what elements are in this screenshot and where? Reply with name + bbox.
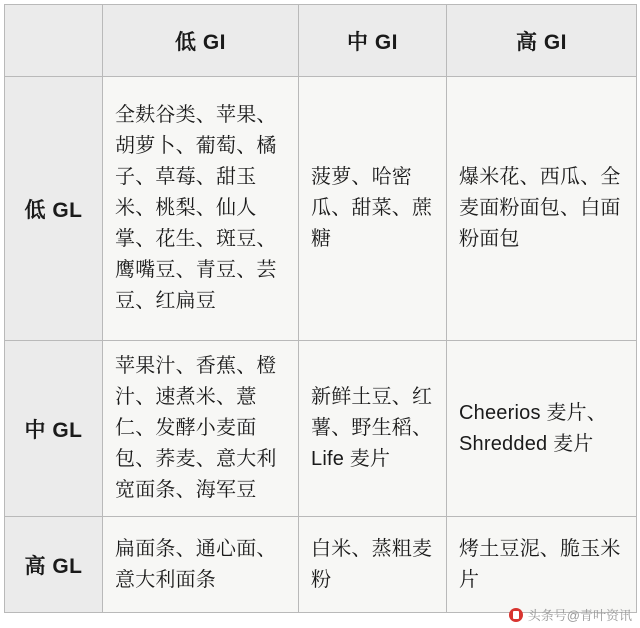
table-row	[5, 517, 637, 613]
cell-high-gl-medium-gi: 白米、蒸粗麦粉	[299, 517, 447, 613]
table-corner-cell	[5, 5, 103, 77]
cell-medium-gl-medium-gi: 新鲜土豆、红薯、野生稻、Life 麦片	[299, 341, 447, 517]
cell-low-gl-high-gi: 爆米花、西瓜、全麦面粉面包、白面粉面包	[447, 77, 637, 341]
table-header	[5, 5, 637, 77]
watermark-text: 头条号@青叶资讯	[527, 608, 632, 623]
cell-medium-gl-low-gi: 苹果汁、香蕉、橙汁、速煮米、薏仁、发酵小麦面包、荞麦、意大利宽面条、海军豆	[103, 341, 299, 517]
glycemic-index-table	[4, 4, 637, 613]
watermark	[509, 605, 632, 624]
cell-high-gl-high-gi: 烤土豆泥、脆玉米片	[447, 517, 637, 613]
table-body	[5, 77, 637, 613]
row-header-medium-gl: 中 GL	[5, 341, 103, 517]
header-row	[5, 5, 637, 77]
column-header-high-gi: 高 GI	[447, 5, 637, 77]
table-row	[5, 77, 637, 341]
cell-low-gl-low-gi: 全麸谷类、苹果、胡萝卜、葡萄、橘子、草莓、甜玉米、桃梨、仙人掌、花生、斑豆、鹰嘴豆、青豆、芸豆、红扁豆	[103, 77, 299, 341]
row-header-low-gl: 低 GL	[5, 77, 103, 341]
toutiao-logo-icon	[509, 608, 523, 622]
column-header-medium-gi: 中 GI	[299, 5, 447, 77]
cell-high-gl-low-gi: 扁面条、通心面、意大利面条	[103, 517, 299, 613]
row-header-high-gl: 高 GL	[5, 517, 103, 613]
cell-medium-gl-high-gi: Cheerios 麦片、Shredded 麦片	[447, 341, 637, 517]
column-header-low-gi: 低 GI	[103, 5, 299, 77]
document-page	[0, 4, 640, 628]
cell-low-gl-medium-gi: 菠萝、哈密瓜、甜菜、蔗糖	[299, 77, 447, 341]
table-row	[5, 341, 637, 517]
